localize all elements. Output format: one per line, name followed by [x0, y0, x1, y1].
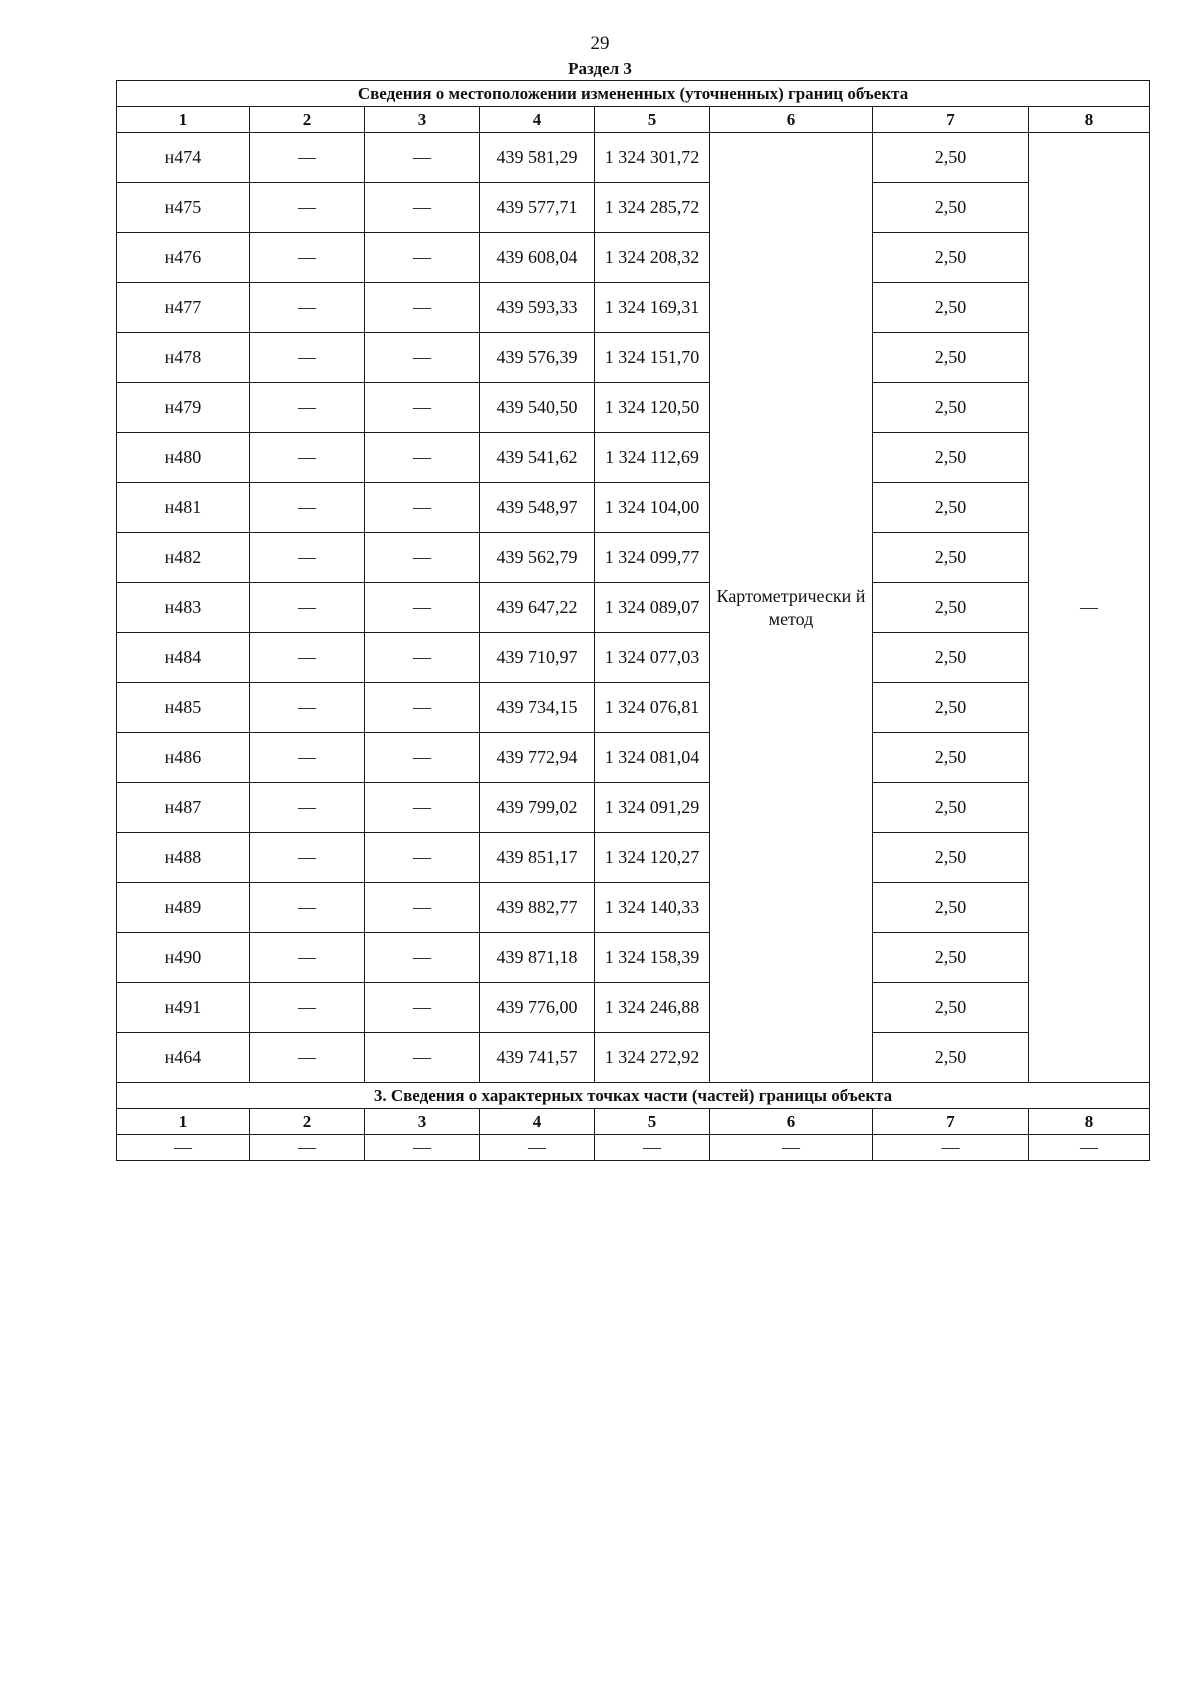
point-number-cell: н488 [117, 833, 250, 883]
table-row [117, 783, 1150, 833]
column-number: 1 [117, 107, 250, 133]
y-coordinate-cell: 1 324 076,81 [595, 683, 710, 733]
x-coordinate-cell: 439 608,04 [480, 233, 595, 283]
column-2-cell: — [250, 383, 365, 433]
column-number: 7 [873, 107, 1029, 133]
column-3-cell: — [365, 1033, 480, 1083]
table-row [117, 883, 1150, 933]
y-coordinate-cell: 1 324 099,77 [595, 533, 710, 583]
subsection-empty-cell: — [365, 1135, 480, 1161]
column-2-cell: — [250, 333, 365, 383]
column-number: 2 [250, 107, 365, 133]
subsection-empty-cell: — [1029, 1135, 1150, 1161]
y-coordinate-cell: 1 324 140,33 [595, 883, 710, 933]
point-number-cell: н489 [117, 883, 250, 933]
column-3-cell: — [365, 933, 480, 983]
column-2-cell: — [250, 233, 365, 283]
column-3-cell: — [365, 733, 480, 783]
accuracy-cell: 2,50 [873, 483, 1029, 533]
subsection-empty-cell: — [250, 1135, 365, 1161]
y-coordinate-cell: 1 324 151,70 [595, 333, 710, 383]
column-3-cell: — [365, 583, 480, 633]
point-number-cell: н480 [117, 433, 250, 483]
point-number-cell: н487 [117, 783, 250, 833]
accuracy-cell: 2,50 [873, 383, 1029, 433]
table-row [117, 183, 1150, 233]
x-coordinate-cell: 439 577,71 [480, 183, 595, 233]
y-coordinate-cell: 1 324 104,00 [595, 483, 710, 533]
point-number-cell: н478 [117, 333, 250, 383]
column-2-cell: — [250, 683, 365, 733]
point-number-cell: н491 [117, 983, 250, 1033]
y-coordinate-cell: 1 324 246,88 [595, 983, 710, 1033]
y-coordinate-cell: 1 324 112,69 [595, 433, 710, 483]
column-2-cell: — [250, 183, 365, 233]
x-coordinate-cell: 439 734,15 [480, 683, 595, 733]
subsection-title-row [117, 1083, 1150, 1109]
accuracy-cell: 2,50 [873, 183, 1029, 233]
x-coordinate-cell: 439 576,39 [480, 333, 595, 383]
column-2-cell: — [250, 1033, 365, 1083]
point-number-cell: н490 [117, 933, 250, 983]
subsection-empty-row [117, 1135, 1150, 1161]
y-coordinate-cell: 1 324 089,07 [595, 583, 710, 633]
column-3-cell: — [365, 383, 480, 433]
subsection-column-number: 1 [117, 1109, 250, 1135]
y-coordinate-cell: 1 324 272,92 [595, 1033, 710, 1083]
column-2-cell: — [250, 533, 365, 583]
column-2-cell: — [250, 633, 365, 683]
column-2-cell: — [250, 783, 365, 833]
column-2-cell: — [250, 933, 365, 983]
point-number-cell: н484 [117, 633, 250, 683]
accuracy-cell: 2,50 [873, 233, 1029, 283]
subsection-empty-cell: — [117, 1135, 250, 1161]
table-row [117, 583, 1150, 633]
subsection-column-number: 4 [480, 1109, 595, 1135]
accuracy-cell: 2,50 [873, 783, 1029, 833]
table-title: Сведения о местоположении измененных (уточненных) границ объекта [117, 81, 1150, 107]
x-coordinate-cell: 439 581,29 [480, 133, 595, 183]
section-title: Раздел 3 [568, 59, 632, 78]
table-row [117, 233, 1150, 283]
x-coordinate-cell: 439 871,18 [480, 933, 595, 983]
table-row [117, 383, 1150, 433]
column-number: 8 [1029, 107, 1150, 133]
column-2-cell: — [250, 883, 365, 933]
subsection-empty-cell: — [595, 1135, 710, 1161]
column-3-cell: — [365, 633, 480, 683]
accuracy-cell: 2,50 [873, 883, 1029, 933]
page-number: 29 [590, 33, 610, 54]
method-cell: Картометрически й метод [710, 133, 873, 1083]
x-coordinate-cell: 439 548,97 [480, 483, 595, 533]
subsection-column-number-row [117, 1109, 1150, 1135]
column-2-cell: — [250, 133, 365, 183]
column-number: 3 [365, 107, 480, 133]
y-coordinate-cell: 1 324 081,04 [595, 733, 710, 783]
column-2-cell: — [250, 983, 365, 1033]
y-coordinate-cell: 1 324 285,72 [595, 183, 710, 233]
column-3-cell: — [365, 133, 480, 183]
accuracy-cell: 2,50 [873, 633, 1029, 683]
table-row [117, 333, 1150, 383]
y-coordinate-cell: 1 324 301,72 [595, 133, 710, 183]
x-coordinate-cell: 439 540,50 [480, 383, 595, 433]
table-row [117, 933, 1150, 983]
column-number-row [117, 107, 1150, 133]
subsection-column-number: 6 [710, 1109, 873, 1135]
x-coordinate-cell: 439 741,57 [480, 1033, 595, 1083]
table-row [117, 133, 1150, 183]
point-number-cell: н486 [117, 733, 250, 783]
point-number-cell: н475 [117, 183, 250, 233]
x-coordinate-cell: 439 647,22 [480, 583, 595, 633]
point-number-cell: н481 [117, 483, 250, 533]
table-row [117, 533, 1150, 583]
column-3-cell: — [365, 233, 480, 283]
column-3-cell: — [365, 333, 480, 383]
table-row [117, 283, 1150, 333]
point-number-cell: н483 [117, 583, 250, 633]
y-coordinate-cell: 1 324 158,39 [595, 933, 710, 983]
accuracy-cell: 2,50 [873, 733, 1029, 783]
subsection-column-number: 8 [1029, 1109, 1150, 1135]
accuracy-cell: 2,50 [873, 533, 1029, 583]
column-3-cell: — [365, 533, 480, 583]
accuracy-cell: 2,50 [873, 583, 1029, 633]
table-row [117, 483, 1150, 533]
subsection-empty-cell: — [873, 1135, 1029, 1161]
accuracy-cell: 2,50 [873, 833, 1029, 883]
accuracy-cell: 2,50 [873, 333, 1029, 383]
column-3-cell: — [365, 683, 480, 733]
x-coordinate-cell: 439 593,33 [480, 283, 595, 333]
point-number-cell: н464 [117, 1033, 250, 1083]
column-number: 4 [480, 107, 595, 133]
column-2-cell: — [250, 733, 365, 783]
point-number-cell: н479 [117, 383, 250, 433]
y-coordinate-cell: 1 324 120,50 [595, 383, 710, 433]
subsection-column-number: 5 [595, 1109, 710, 1135]
x-coordinate-cell: 439 710,97 [480, 633, 595, 683]
x-coordinate-cell: 439 882,77 [480, 883, 595, 933]
column-3-cell: — [365, 883, 480, 933]
x-coordinate-cell: 439 776,00 [480, 983, 595, 1033]
subsection-column-number: 2 [250, 1109, 365, 1135]
y-coordinate-cell: 1 324 077,03 [595, 633, 710, 683]
accuracy-cell: 2,50 [873, 1033, 1029, 1083]
y-coordinate-cell: 1 324 169,31 [595, 283, 710, 333]
column-2-cell: — [250, 433, 365, 483]
point-number-cell: н474 [117, 133, 250, 183]
y-coordinate-cell: 1 324 120,27 [595, 833, 710, 883]
column-3-cell: — [365, 783, 480, 833]
boundary-table [116, 80, 1150, 1161]
column-3-cell: — [365, 283, 480, 333]
y-coordinate-cell: 1 324 208,32 [595, 233, 710, 283]
column-number: 6 [710, 107, 873, 133]
accuracy-cell: 2,50 [873, 133, 1029, 183]
column-3-cell: — [365, 833, 480, 883]
table-row [117, 433, 1150, 483]
table-row [117, 1033, 1150, 1083]
subsection-column-number: 3 [365, 1109, 480, 1135]
column-2-cell: — [250, 483, 365, 533]
point-number-cell: н482 [117, 533, 250, 583]
column-3-cell: — [365, 183, 480, 233]
x-coordinate-cell: 439 851,17 [480, 833, 595, 883]
column-number: 5 [595, 107, 710, 133]
column-2-cell: — [250, 833, 365, 883]
table-row [117, 683, 1150, 733]
x-coordinate-cell: 439 562,79 [480, 533, 595, 583]
point-number-cell: н477 [117, 283, 250, 333]
y-coordinate-cell: 1 324 091,29 [595, 783, 710, 833]
column-3-cell: — [365, 983, 480, 1033]
subsection-title: 3. Сведения о характерных точках части (частей) границы объекта [117, 1083, 1150, 1109]
subsection-empty-cell: — [710, 1135, 873, 1161]
point-number-cell: н485 [117, 683, 250, 733]
x-coordinate-cell: 439 772,94 [480, 733, 595, 783]
accuracy-cell: 2,50 [873, 683, 1029, 733]
accuracy-cell: 2,50 [873, 433, 1029, 483]
subsection-column-number: 7 [873, 1109, 1029, 1135]
point-number-cell: н476 [117, 233, 250, 283]
x-coordinate-cell: 439 799,02 [480, 783, 595, 833]
column-2-cell: — [250, 283, 365, 333]
column-8-cell: — [1029, 133, 1150, 1083]
accuracy-cell: 2,50 [873, 933, 1029, 983]
column-3-cell: — [365, 483, 480, 533]
column-3-cell: — [365, 433, 480, 483]
accuracy-cell: 2,50 [873, 983, 1029, 1033]
column-2-cell: — [250, 583, 365, 633]
accuracy-cell: 2,50 [873, 283, 1029, 333]
table-row [117, 733, 1150, 783]
table-row [117, 983, 1150, 1033]
subsection-empty-cell: — [480, 1135, 595, 1161]
table-row [117, 633, 1150, 683]
x-coordinate-cell: 439 541,62 [480, 433, 595, 483]
table-row [117, 833, 1150, 883]
